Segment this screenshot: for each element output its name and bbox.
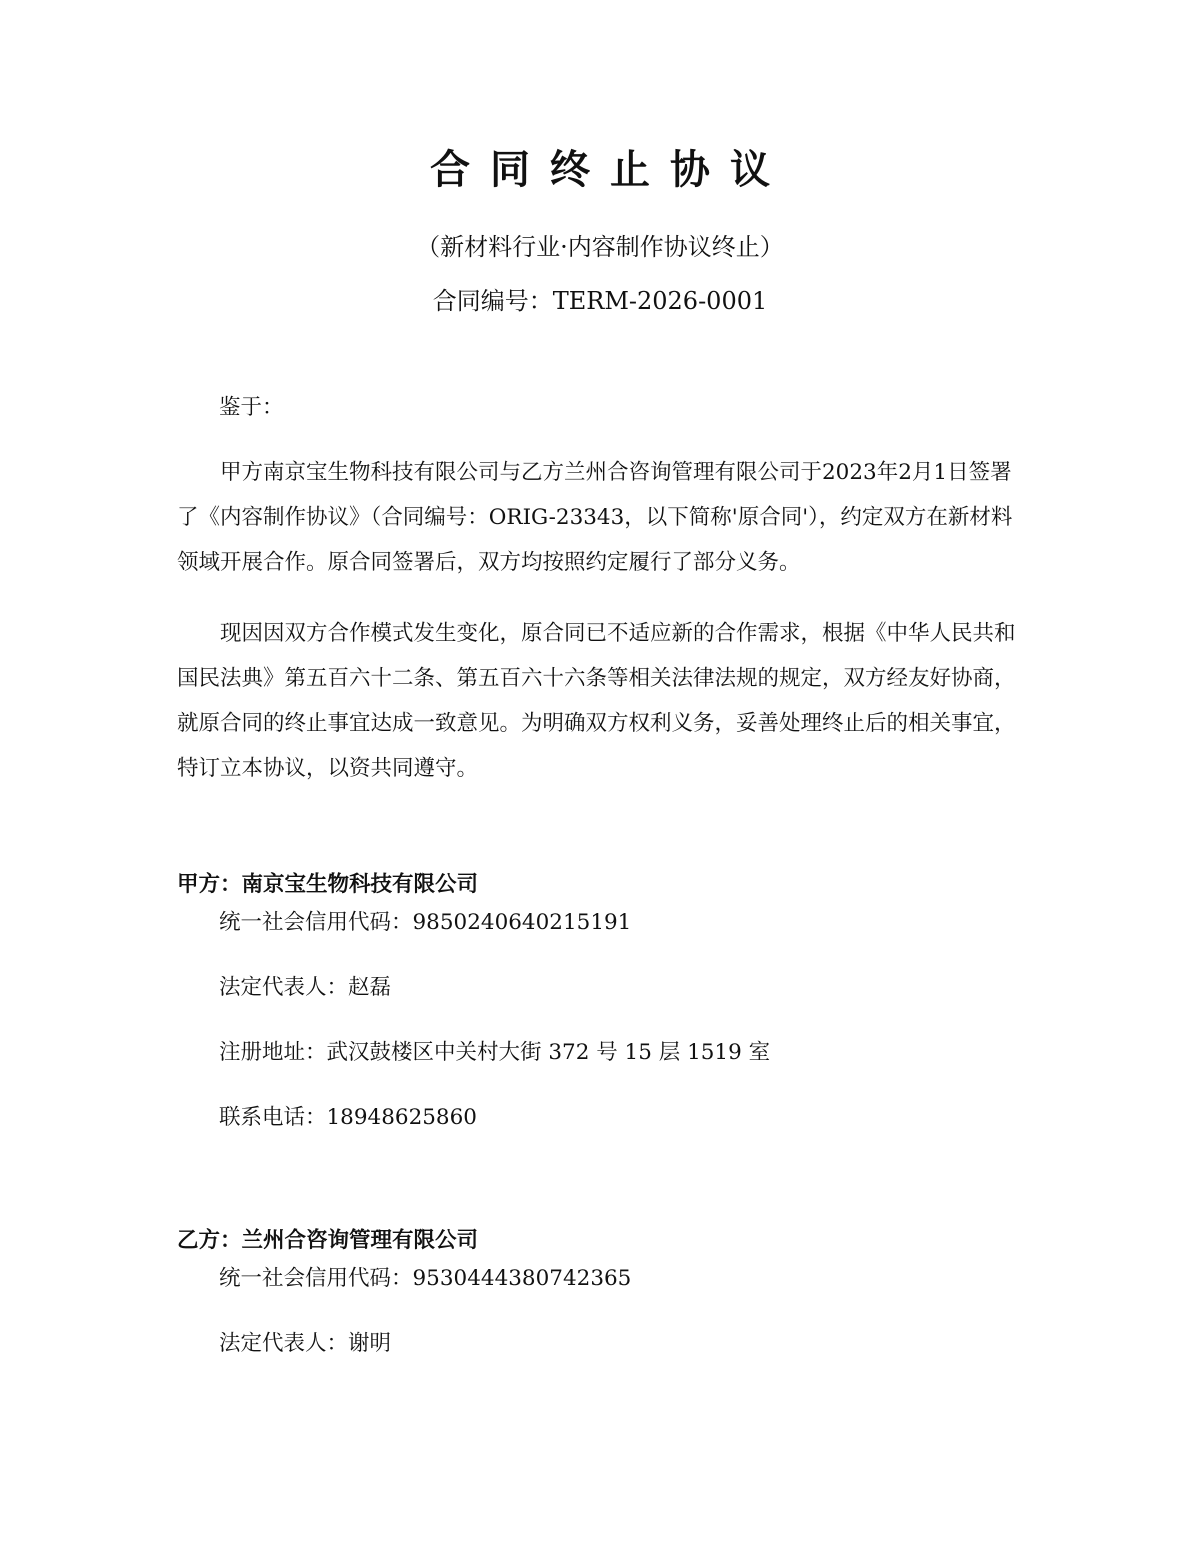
party-a-address: 注册地址：武汉鼓楼区中关村大街 372 号 15 层 1519 室 [219,1040,771,1065]
document-title: 合同终止协议 [430,147,790,193]
whereas-label: 鉴于： [219,395,284,420]
paragraph-reason: 现因因双方合作模式发生变化，原合同已不适应新的合作需求，根据《中华人民共和国民法典》第五百六十二条、第五百六十六条等相关法律法规的规定，双方经友好协商，就原合同的终止事宜达成一致意见。为明确双方权利义务，妥善处理终止后的相关事宜，特订立本协议，以资共同遵守。 [177,621,1016,781]
party-a-credit-code: 统一社会信用代码：9850240640215191 [219,910,632,935]
contract-number: 合同编号：TERM-2026-0001 [432,287,768,315]
party-a-block [177,866,1037,1137]
party-a-heading: 甲方：南京宝生物科技有限公司 [177,872,479,897]
party-b-heading: 乙方：兰州合咨询管理有限公司 [177,1228,479,1253]
party-b-credit-code: 统一社会信用代码：9530444380742365 [219,1266,632,1291]
party-a-phone: 联系电话：18948625860 [219,1105,477,1130]
paragraph-background: 甲方南京宝生物科技有限公司与乙方兰州合咨询管理有限公司于2023年2月1日签署了《内容制作协议》（合同编号：ORIG-23343，以下简称'原合同'），约定双方在新材料领域开展合作。原合同签署后，双方均按照约定履行了部分义务。 [177,460,1013,575]
document-subtitle: （新材料行业·内容制作协议终止） [416,233,784,261]
party-b-block [177,1222,1037,1363]
party-b-legal-rep: 法定代表人：谢明 [219,1331,392,1356]
party-a-legal-rep: 法定代表人：赵磊 [219,975,392,1000]
